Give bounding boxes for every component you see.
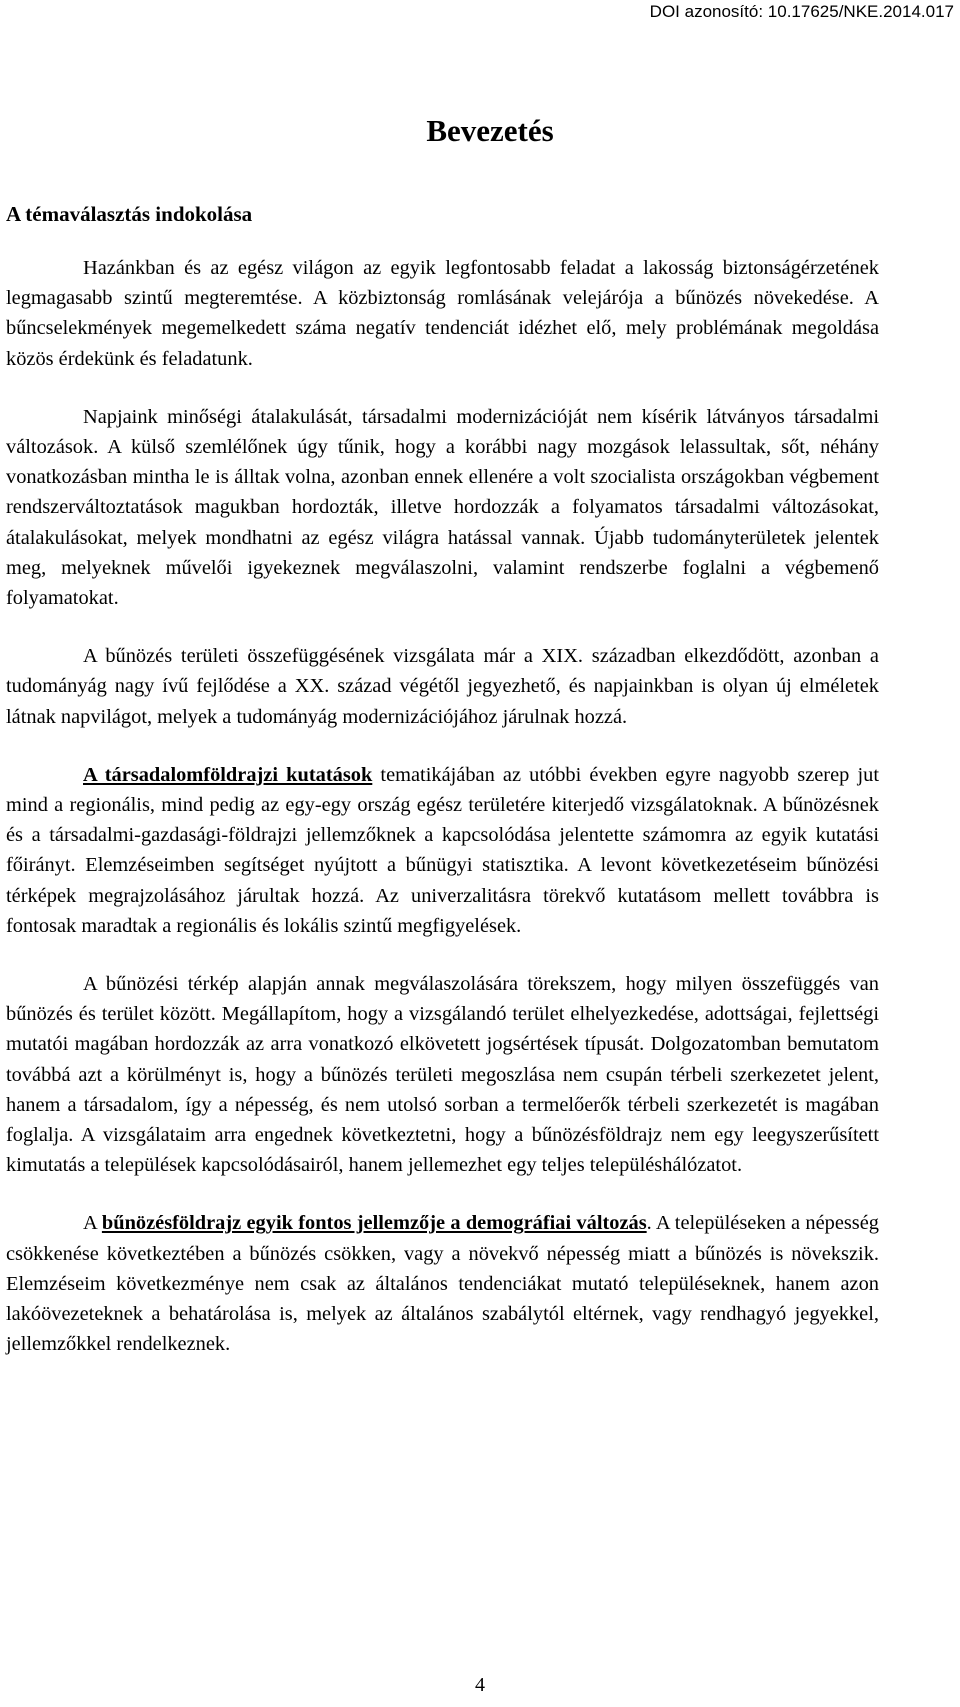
page-number: 4 [475,1674,485,1696]
paragraph-6-emphasis: bűnözésföldrajz egyik fontos jellemzője a demográfiai változás [101,1212,647,1235]
paragraph-4 [6,760,879,941]
paragraph-4-text: tematikájában az utóbbi években egyre nagyobb szerep jut mind a regionális, mind pedig az egy-egy ország egész területére kiterjedő vizsgálatoknak. A bűnözésnek és a társadalmi-gazdasági-földrajzi jellemzőknek a kapcsolódása jelentette számomra az egyik kutatási főirányt. Elemzéseimben segítséget nyújtott a bűnügyi statisztika. A levont következetéseim bűnözési térképek megrajzolásához járultak hozzá. Az univerzalitásra törekvő kutatásom mellett továbbra is fontosak maradtak a regionális és lokális szintű megfigyelések. [6,763,879,937]
paragraph-5: A bűnözési térkép alapján annak megválaszolására törekszem, hogy milyen összefüggés van bűnözés és terület között. Megállapítom, hogy a vizsgálandó terület elhelyezkedése, adottságai, fejlettségi mutatói magában hordozzák az arra vonatkozó elkövetett jogsértések típusát. Dolgozatomban bemutatom továbbá azt a körülményt is, hogy a bűnözés területi megoszlása nem csupán térbeli szerkezetet jelent, hanem a társadalom, így a népesség, és nem utolsó sorban a termelőerők térbeli szerkezetét is magában foglalja. A vizsgálataim arra engednek következtetni, hogy a bűnözésföldrajz nem egy leegyszerűsített kimutatás a települések kapcsolódásairól, hanem jellemezhet egy teljes településhálózatot. [6,973,879,1177]
paragraph-4-emphasis: A társadalomföldrajzi kutatások [83,763,373,786]
page-title: Bevezetés [426,113,554,148]
body-text [6,253,879,1388]
paragraph-1: Hazánkban és az egész világon az egyik legfontosabb feladat a lakosság biztonságérzetének legmagasabb szintű megteremtése. A közbiztonság romlásának velejárója a bűnözés növekedése. A bűncselekmények megemelkedett száma negatív tendenciát idézhet elő, mely problémának megoldása közös érdekünk és feladatunk. [6,257,879,370]
paragraph-2: Napjaink minőségi átalakulását, társadalmi modernizációját nem kísérik látványos társadalmi változások. A külső szemlélőnek úgy tűnik, hogy a korábbi nagy mozgások lelassultak, sőt, néhány vonatkozásban mintha le is álltak volna, azonban ennek ellenére a volt szocialista országokban végbement rendszerváltoztatások magukban hordozták, illetve hordozzák a folyamatos társadalmi változásokat, átalakulásokat, melyek mondhatni az egész világra hatással vannak. Újabb tudományterületek jelentek meg, melyeknek művelői igyekeznek megválaszolni, valamint rendszerbe foglalni a végbemenő folyamatokat. [6,405,879,610]
paragraph-6-lead: A [83,1212,102,1235]
doi-identifier: DOI azonosító: 10.17625/NKE.2014.017 [649,2,954,21]
paragraph-3: A bűnözés területi összefüggésének vizsgálata már a XIX. században elkezdődött, azonban a tudományág nagy ívű fejlődése a XX. század végétől jegyezhető, és napjainkban is olyan új elméletek látnak napvilágot, melyek a tudományág modernizációjához járulnak hozzá. [6,645,879,728]
section-heading: A témaválasztás indokolása [6,202,253,226]
paragraph-6-text: . A településeken a népesség csökkenése következtében a bűnözés csökken, vagy a növekvő népesség miatt a bűnözés is növekszik. Elemzéseim következménye nem csak az általános tendenciákat mutató településeknek, hanem azon lakóövezeteknek a behatárolása is, melyek az általános szabálytól eltérnek, vagy rendhagyó jegyekkel, jellemzőkkel rendelkeznek. [6,1212,879,1356]
paragraph-6 [6,1208,879,1359]
